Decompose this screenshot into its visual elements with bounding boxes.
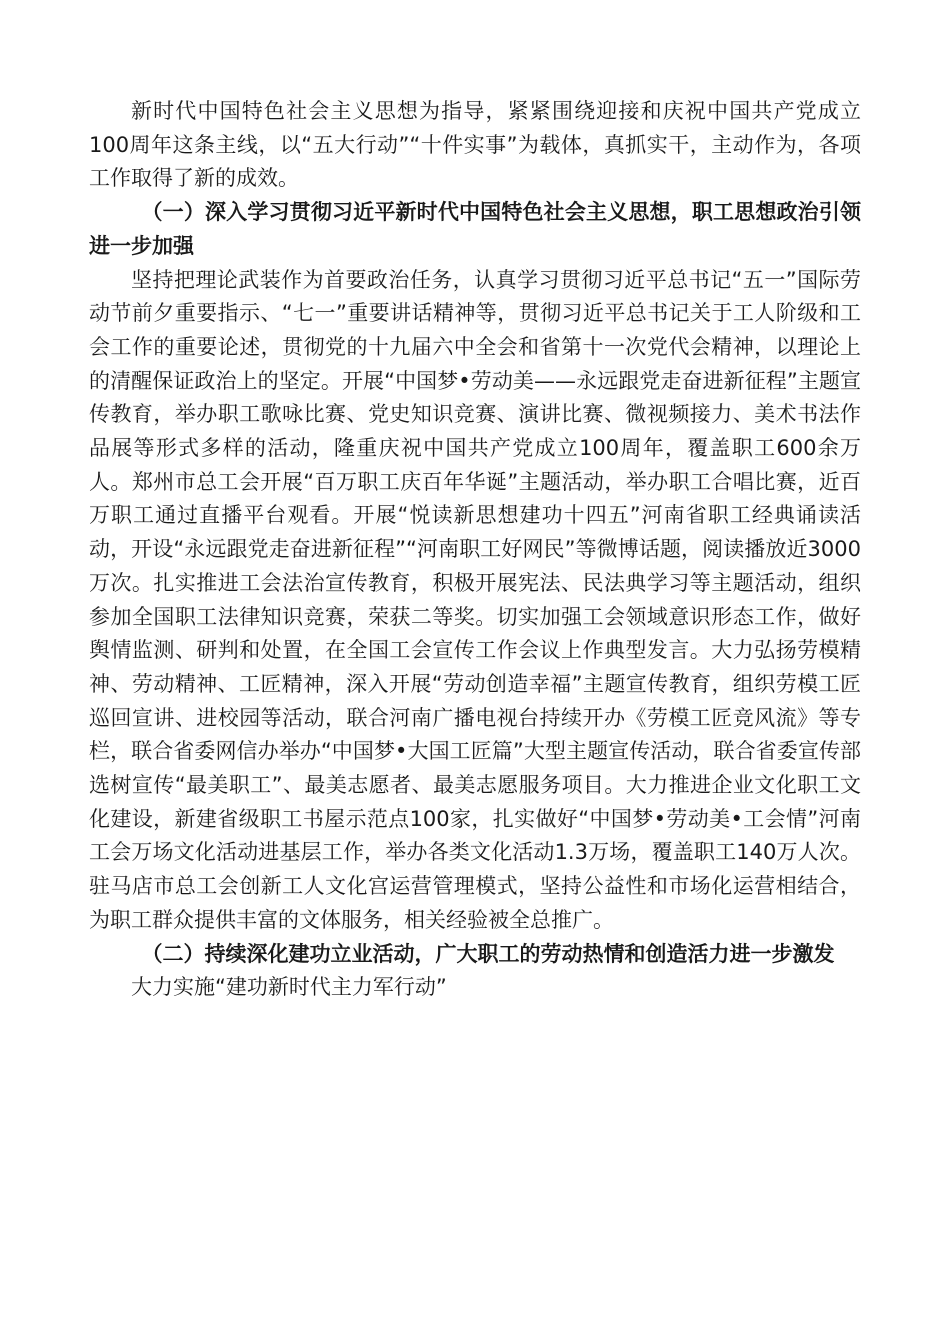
section-heading: （二）持续深化建功立业活动，广大职工的劳动热情和创造活力进一步激发 [141, 941, 835, 966]
body-paragraph: 坚持把理论武装作为首要政治任务，认真学习贯彻习近平总书记“五一”国际劳动节前夕重要指示、“七一”重要讲话精神等，贯彻习近平总书记关于工人阶级和工会工作的重要论述，贯彻党的十九届六中全会和省第十一次党代会精神，以理论上的清醒保证政治上的坚定。开展“中国梦•劳动美——永远跟党走奋进新征程”主题宣传教育，举办职工歌咏比赛、党史知识竞赛、演讲比赛、微视频接力、美术书法作品展等形式多样的活动，隆重庆祝中国共产党成立100周年，覆盖职工600余万人。郑州市总工会开展“百万职工庆百年华诞”主题活动，举办职工合唱比赛，近百万职工通过直播平台观看。开展“悦读新思想建功十四五”河南省职工经典诵读活动，开设“永远跟党走奋进新征程”“河南职工好网民”等微博话题，阅读播放近3000万次。扎实推进工会法治宣传教育，积极开展宪法、民法典学习等主题活动，组织参加全国职工法律知识竞赛，荣获二等奖。切实加强工会领域意识形态工作，做好舆情监测、研判和处置，在全国工会宣传工作会议上作典型发言。大力弘扬劳模精神、劳动精神、工匠精神，深入开展“劳动创造幸福”主题宣传教育，组织劳模工匠巡回宣讲、进校园等活动，联合河南广播电视台持续开办《劳模工匠竞风流》等专栏，联合省委网信办举办“中国梦•大国工匠篇”大型主题宣传活动，联合省委宣传部选树宣传“最美职工”、最美志愿者、最美志愿服务项目。大力推进企业文化职工文化建设，新建省级职工书屋示范点100家，扎实做好“中国梦•劳动美•工会情”河南工会万场文化活动进基层工作，举办各类文化活动1.3万场，覆盖职工140万人次。驻马店市总工会创新工人文化宫运营管理模式，坚持公益性和市场化运营相结合，为职工群众提供丰富的文体服务，相关经验被全总推广。 [89, 267, 861, 932]
document-page [89, 95, 861, 1005]
body-paragraph: 新时代中国特色社会主义思想为指导，紧紧围绕迎接和庆祝中国共产党成立100周年这条主线，以“五大行动”“十件实事”为载体，真抓实干，主动作为，各项工作取得了新的成效。 [89, 99, 861, 191]
section-heading: （一）深入学习贯彻习近平新时代中国特色社会主义思想，职工思想政治引领进一步加强 [89, 200, 861, 258]
body-paragraph: 大力实施“建功新时代主力军行动” [131, 975, 447, 1000]
